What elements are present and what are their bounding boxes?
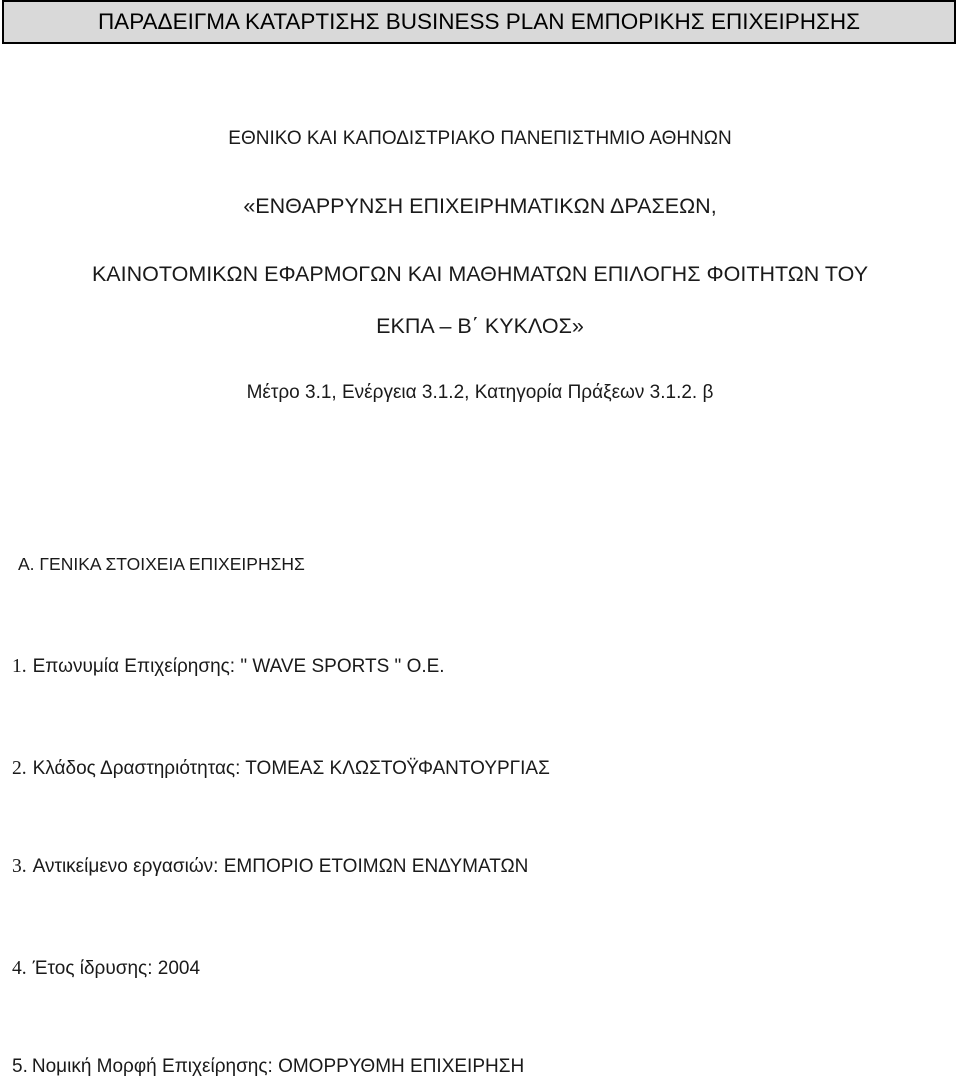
list-item [12, 856, 528, 878]
list-item-number: 3. [12, 856, 27, 877]
program-title-line-2: ΚΑΙΝΟΤΟΜΙΚΩΝ ΕΦΑΡΜΟΓΩΝ ΚΑΙ ΜΑΘΗΜΑΤΩΝ ΕΠΙΛΟΓΗΣ ΦΟΙΤΗΤΩΝ ΤΟΥ [91, 262, 869, 286]
list-item-text: Νομική Μορφή Επιχείρησης: ΟΜΟΡΡΥΘΜΗ ΕΠΙΧΕΙΡΗΣΗ [31, 1056, 525, 1077]
list-item [12, 656, 445, 678]
list-item [12, 958, 200, 980]
list-item-text: Επωνυμία Επιχείρησης: " WAVE SPORTS " Ο.Ε. [32, 656, 445, 677]
section-heading: Α. ΓΕΝΙΚΑ ΣΤΟΙΧΕΙΑ ΕΠΙΧΕΙΡΗΣΗΣ [18, 554, 305, 574]
measure-reference: Μέτρο 3.1, Ενέργεια 3.1.2, Κατηγορία Πράξεων 3.1.2. β [246, 382, 714, 403]
list-item-number: 5. [12, 1056, 28, 1077]
list-item-text: Κλάδος Δραστηριότητας: ΤΟΜΕΑΣ ΚΛΩΣΤΟΫΦΑΝΤΟΥΡΓΙΑΣ [32, 758, 550, 779]
document-title-box [2, 0, 956, 44]
list-item-number: 1. [12, 656, 27, 677]
document-title: ΠΑΡΑΔΕΙΓΜΑ ΚΑΤΑΡΤΙΣΗΣ BUSINESS PLAN ΕΜΠΟΡΙΚΗΣ ΕΠΙΧΕΙΡΗΣΗΣ [97, 9, 861, 34]
university-name: ΕΘΝΙΚΟ ΚΑΙ ΚΑΠΟΔΙΣΤΡΙΑΚΟ ΠΑΝΕΠΙΣΤΗΜΙΟ ΑΘΗΝΩΝ [228, 128, 732, 149]
program-title-line-1: «ΕΝΘΑΡΡΥΝΣΗ ΕΠΙΧΕΙΡΗΜΑΤΙΚΩΝ ΔΡΑΣΕΩΝ, [243, 194, 717, 218]
list-item [12, 758, 550, 780]
list-item-number: 2. [12, 758, 27, 779]
list-item-number: 4. [12, 958, 27, 979]
program-title-line-3: ΕΚΠΑ – Β΄ ΚΥΚΛΟΣ» [376, 314, 584, 338]
list-item [12, 1056, 524, 1078]
list-item-text: Έτος ίδρυσης: 2004 [32, 958, 201, 979]
list-item-text: Αντικείμενο εργασιών: ΕΜΠΟΡΙΟ ΕΤΟΙΜΩΝ ΕΝΔΥΜΑΤΩΝ [32, 856, 529, 877]
